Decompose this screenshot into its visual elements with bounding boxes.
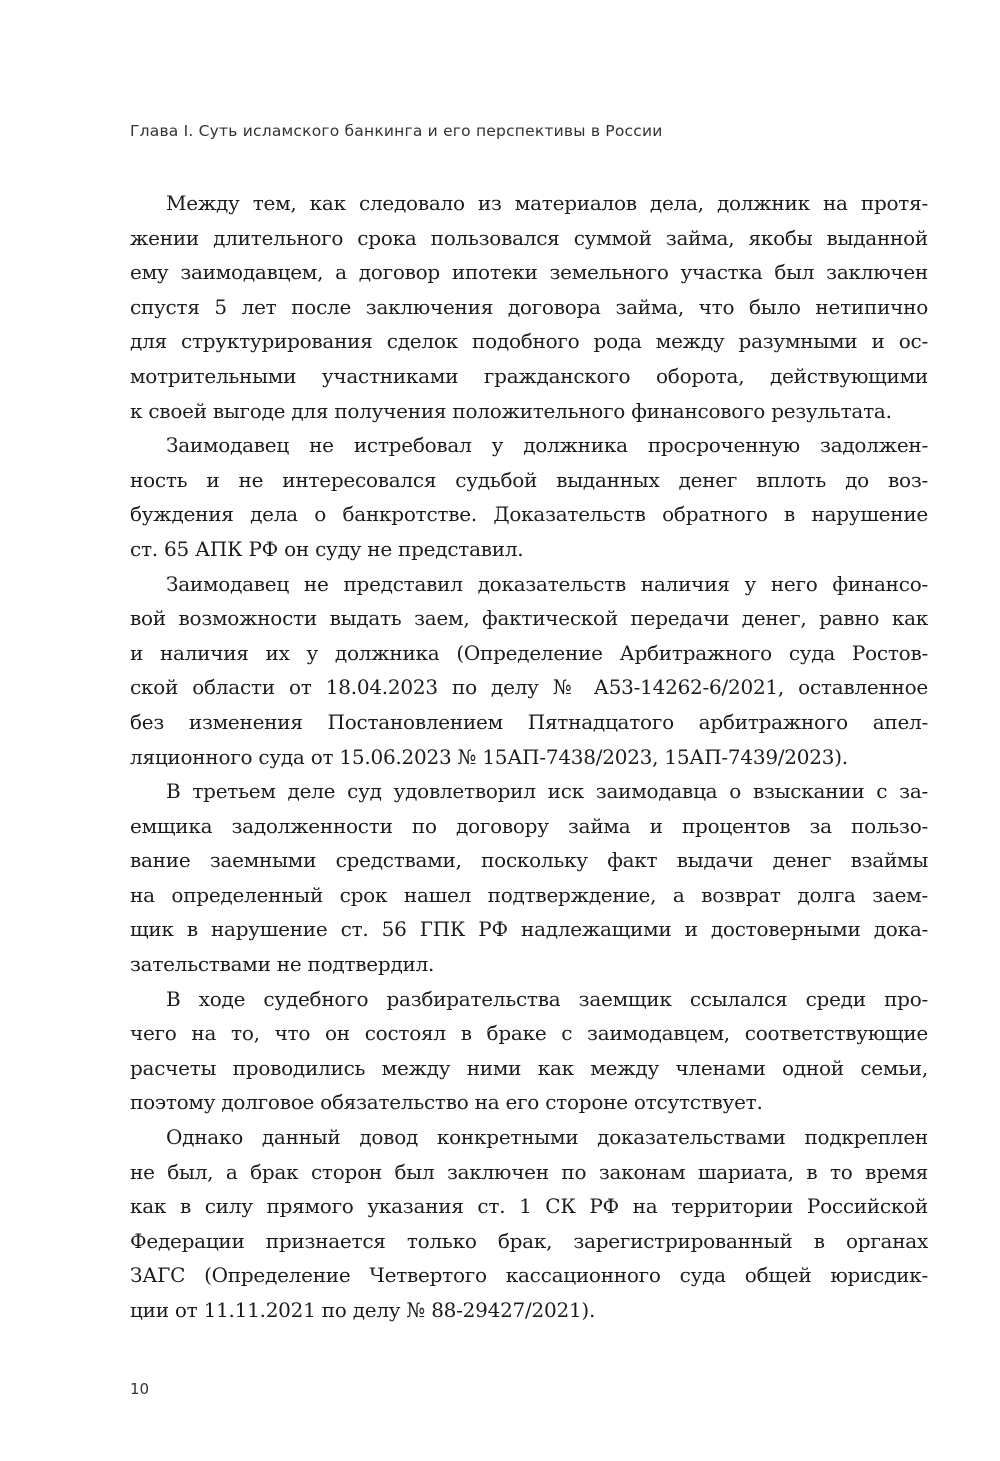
body-text [130,186,928,1328]
text-line: буждения дела о банкротстве. Доказательств обратного в нарушение [130,502,928,527]
running-head: Глава I. Суть исламского банкинга и его перспективы в России [130,122,663,140]
text-line: не был, а брак сторон был заключен по законам шариата, в то время [130,1159,928,1184]
text-line: ему заимодавцем, а договор ипотеки земельного участка был заключен [130,260,928,285]
paragraph [130,774,928,982]
paragraph [130,1120,928,1328]
text-line: Между тем, как следовало из материалов дела, должник на протя- [166,191,928,215]
text-line: на определенный срок нашел подтверждение, а возврат долга заем- [130,882,928,907]
paragraph [130,186,928,428]
text-line: В ходе судебного разбирательства заемщик ссылался среди про- [166,986,928,1011]
text-line: жении длительного срока пользовался суммой займа, якобы выданной [130,225,928,250]
text-line: В третьем деле суд удовлетворил иск заимодавца о взыскании с за- [166,779,928,804]
paragraph [130,428,928,566]
text-line: ской области от 18.04.2023 по делу № А53-14262-6/2021, оставленное [130,675,928,700]
text-line: ции от 11.11.2021 по делу № 88-29427/2021). [130,1298,596,1322]
text-line: мотрительными участниками гражданского оборота, действующими [130,363,928,388]
text-line: щик в нарушение ст. 56 ГПК РФ надлежащими и достоверными дока- [130,917,928,942]
text-line: зательствами не подтвердил. [130,952,435,977]
text-line: Заимодавец не истребовал у должника просроченную задолжен- [166,433,928,458]
text-line: ляционного суда от 15.06.2023 № 15АП-7438/2023, 15АП-7439/2023). [130,744,848,769]
text-line: спустя 5 лет после заключения договора займа, что было нетипично [130,294,928,319]
paragraph [130,982,928,1120]
text-line: ЗАГС (Определение Четвертого кассационного суда общей юрисдик- [130,1263,928,1288]
text-line: вание заемными средствами, поскольку факт выдачи денег взаймы [130,848,928,873]
text-line: Однако данный довод конкретными доказательствами подкреплен [166,1125,928,1150]
text-line: и наличия их у должника (Определение Арбитражного суда Ростов- [130,640,928,665]
text-line: как в силу прямого указания ст. 1 СК РФ на территории Российской [130,1194,928,1219]
text-line: для структурирования сделок подобного рода между разумными и ос- [130,329,928,354]
text-line: расчеты проводились между ними как между членами одной семьи, [130,1055,928,1080]
text-line: емщика задолженности по договору займа и процентов за пользо- [130,813,928,838]
text-line: вой возможности выдать заем, фактической передачи денег, равно как [130,606,928,631]
paragraph [130,567,928,775]
text-line: ст. 65 АПК РФ он суду не представил. [130,536,524,561]
text-line: Заимодавец не представил доказательств наличия у него финансо- [166,571,928,596]
text-line: чего на то, что он состоял в браке с заимодавцем, соответствующие [130,1021,928,1046]
page-number: 10 [130,1380,150,1398]
text-line: к своей выгоде для получения положительного финансового результата. [130,398,892,423]
text-line: Федерации признается только брак, зарегистрированный в органах [130,1228,928,1253]
text-line: без изменения Постановлением Пятнадцатого арбитражного апел- [130,709,928,734]
text-line: ность и не интересовался судьбой выданных денег вплоть до воз- [130,467,928,492]
text-line: поэтому долговое обязательство на его стороне отсутствует. [130,1090,763,1115]
